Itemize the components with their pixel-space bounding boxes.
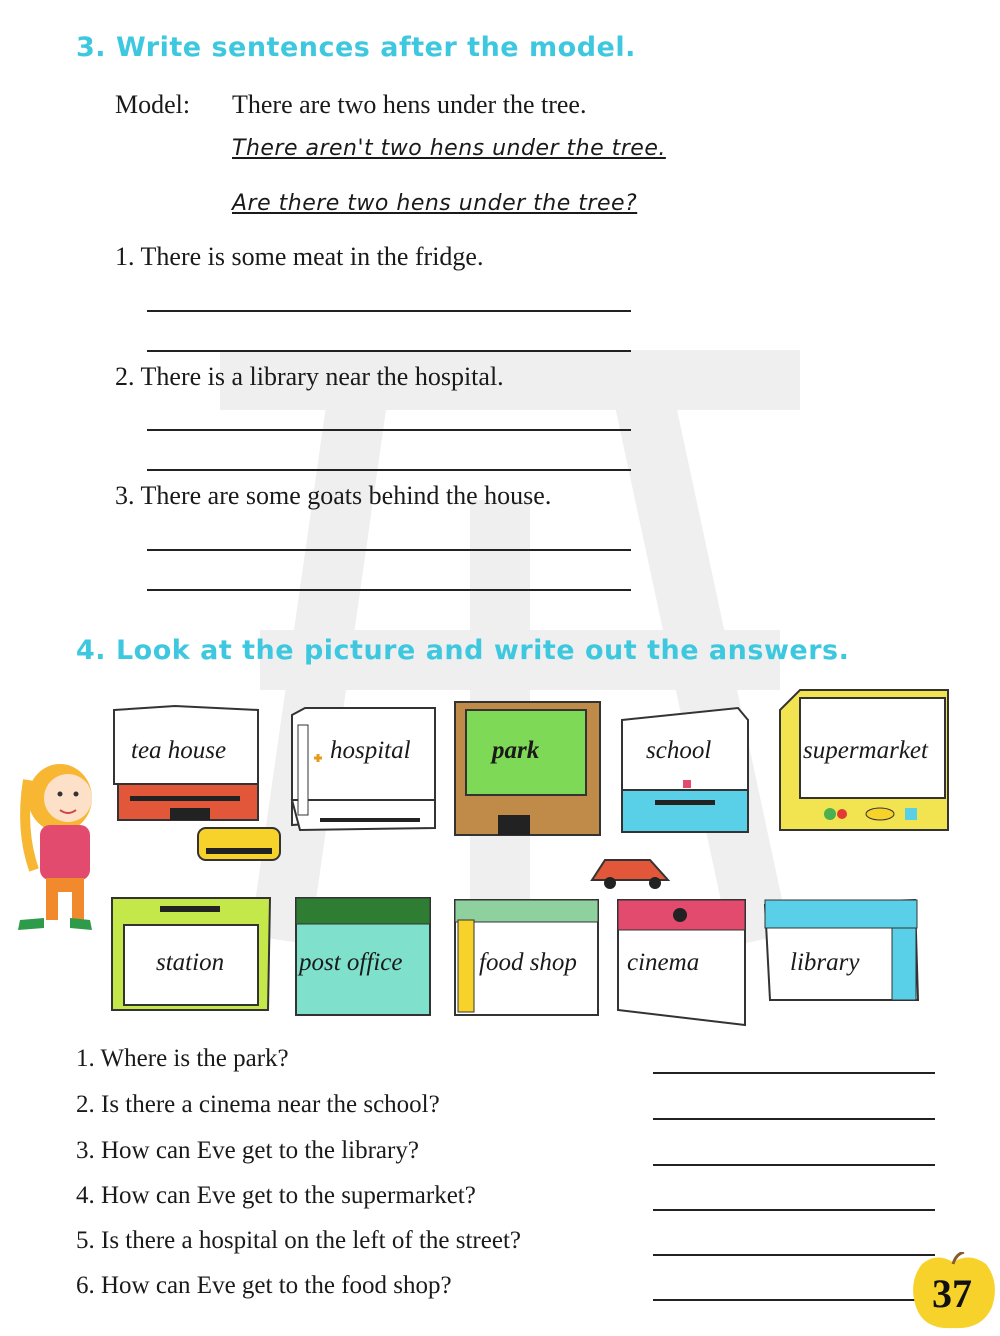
answer-line-q6[interactable]: [653, 1299, 915, 1301]
answer-line-q3[interactable]: [653, 1164, 935, 1166]
section-4-title: 4. Look at the picture and write out the answers.: [76, 635, 850, 666]
answer-line-3b[interactable]: [147, 589, 631, 591]
answer-line-1b[interactable]: [147, 350, 631, 352]
question-3: 3. How can Eve get to the library?: [76, 1137, 419, 1164]
school-building: [622, 708, 748, 832]
bus-illustration: [198, 828, 280, 860]
answer-line-2a[interactable]: [147, 429, 631, 431]
answer-line-q2[interactable]: [653, 1118, 935, 1120]
label-school: school: [646, 737, 712, 764]
exercise-item-3: 3. There are some goats behind the house.: [115, 481, 552, 510]
section-3-title: 3. Write sentences after the model.: [76, 32, 636, 63]
answer-line-1a[interactable]: [147, 310, 631, 312]
question-6: 6. How can Eve get to the food shop?: [76, 1272, 452, 1299]
answer-line-3a[interactable]: [147, 549, 631, 551]
label-post-office: post office: [299, 949, 403, 976]
question-2: 2. Is there a cinema near the school?: [76, 1091, 440, 1118]
model-negative: There aren't two hens under the tree.: [232, 136, 666, 161]
answer-line-q1[interactable]: [653, 1072, 935, 1074]
hospital-building: [292, 708, 435, 830]
model-question: Are there two hens under the tree?: [232, 191, 638, 216]
answer-line-2b[interactable]: [147, 469, 631, 471]
label-cinema: cinema: [627, 949, 700, 976]
label-supermarket: supermarket: [803, 737, 928, 764]
label-park: park: [492, 737, 540, 764]
street-picture: [0, 680, 1000, 1030]
label-library: library: [790, 949, 860, 976]
label-hospital: hospital: [330, 737, 411, 764]
answer-line-q4[interactable]: [653, 1209, 935, 1211]
label-station: station: [156, 949, 225, 976]
girl-illustration: [18, 764, 92, 930]
question-1: 1. Where is the park?: [76, 1045, 289, 1072]
exercise-item-1: 1. There is some meat in the fridge.: [115, 242, 484, 271]
model-sentence: There are two hens under the tree.: [232, 90, 587, 119]
exercise-item-2: 2. There is a library near the hospital.: [115, 362, 504, 391]
page-number: 37: [932, 1271, 972, 1316]
label-tea-house: tea house: [131, 737, 227, 764]
question-4: 4. How can Eve get to the supermarket?: [76, 1182, 476, 1209]
question-5: 5. Is there a hospital on the left of the street?: [76, 1227, 521, 1254]
answer-line-q5[interactable]: [653, 1254, 935, 1256]
label-food-shop: food shop: [479, 949, 577, 976]
car-illustration: [592, 860, 668, 889]
model-label: Model:: [115, 90, 191, 119]
park-building: [455, 702, 600, 835]
